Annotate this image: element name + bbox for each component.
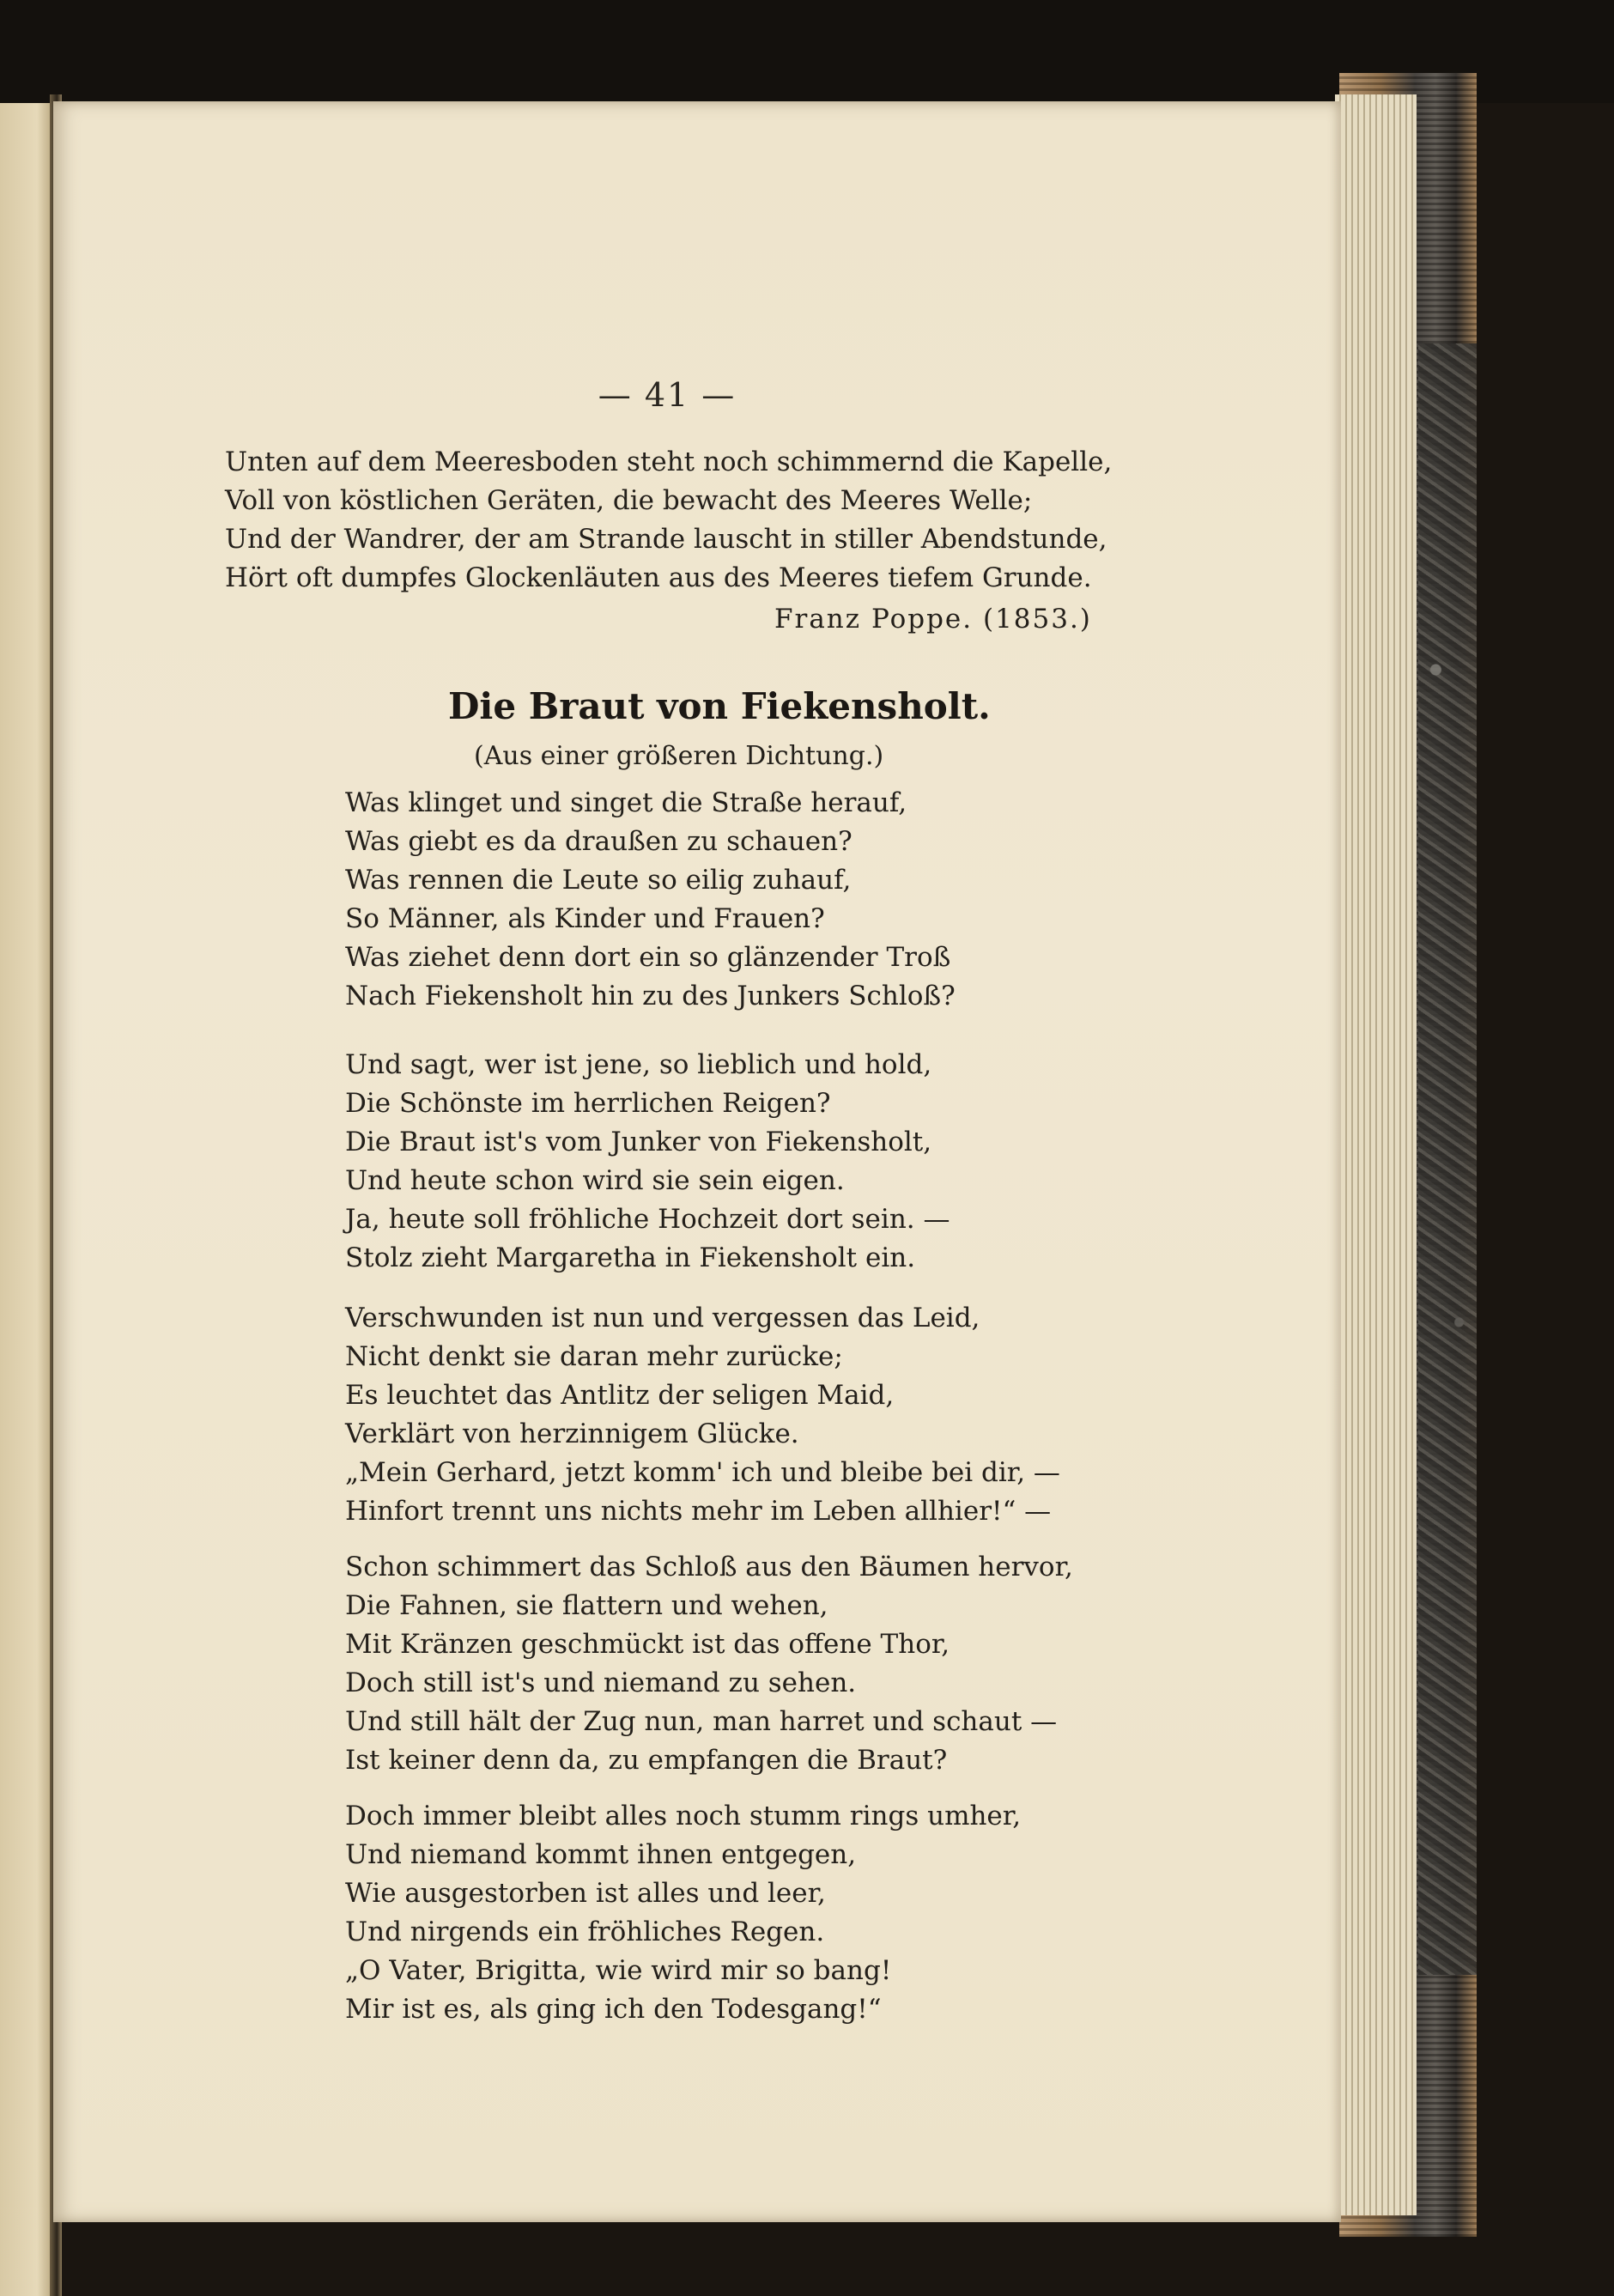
poem-line: Und still hält der Zug nun, man harret und schaut — — [345, 1706, 1058, 1737]
poem-author: Franz Poppe. (1853.) — [774, 604, 1092, 635]
poem-line: Nach Fiekensholt hin zu des Junkers Schloß? — [345, 981, 956, 1011]
poem-subtitle: (Aus einer größeren Dichtung.) — [474, 741, 884, 771]
poem-line: Hinfort trennt uns nichts mehr im Leben allhier!“ — — [345, 1496, 1052, 1527]
poem-line: Stolz zieht Margaretha in Fiekensholt ein. — [345, 1242, 916, 1273]
book-page — [53, 101, 1341, 2222]
poem-line: Die Fahnen, sie flattern und wehen, — [345, 1590, 828, 1621]
stanza-3 — [345, 1299, 1060, 1531]
poem-line: Verschwunden ist nun und vergessen das Leid, — [345, 1303, 980, 1333]
poem-line: Mir ist es, als ging ich den Todesgang!“ — [345, 1994, 882, 2025]
poem-line: Was giebt es da draußen zu schauen? — [345, 826, 853, 857]
poem-line: Hört oft dumpfes Glockenläuten aus des Meeres tiefem Grunde. — [225, 562, 1092, 593]
poem-line: Doch immer bleibt alles noch stumm rings umher, — [345, 1801, 1022, 1831]
poem-line: Schon schimmert das Schloß aus den Bäumen hervor, — [345, 1552, 1073, 1582]
poem-title: Die Braut von Fiekensholt. — [448, 685, 991, 727]
poem-closing-stanza — [225, 443, 1112, 598]
stanza-2 — [345, 1046, 950, 1278]
poem-line: Ist keiner denn da, zu empfangen die Braut? — [345, 1745, 948, 1776]
poem-line: Und niemand kommt ihnen entgegen, — [345, 1839, 857, 1870]
poem-line: So Männer, als Kinder und Frauen? — [345, 903, 825, 934]
stanza-1 — [345, 784, 956, 1016]
poem-line: „Mein Gerhard, jetzt komm' ich und bleibe bei dir, — — [345, 1457, 1060, 1488]
poem-line: Voll von köstlichen Geräten, die bewacht des Meeres Welle; — [225, 485, 1033, 516]
poem-line: Es leuchtet das Antlitz der seligen Maid, — [345, 1380, 895, 1411]
stanza-4 — [345, 1548, 1073, 1780]
page-stack-edge — [1335, 94, 1417, 2215]
marbled-edge — [1418, 343, 1477, 1975]
poem-line: Was ziehet denn dort ein so glänzender Troß — [345, 942, 951, 973]
poem-line: Wie ausgestorben ist alles und leer, — [345, 1878, 826, 1909]
poem-line: Was rennen die Leute so eilig zuhauf, — [345, 865, 852, 896]
poem-line: Unten auf dem Meeresboden steht noch schimmernd die Kapelle, — [225, 446, 1113, 477]
poem-line: Die Braut ist's vom Junker von Fiekensholt, — [345, 1127, 932, 1157]
poem-line: Die Schönste im herrlichen Reigen? — [345, 1088, 831, 1119]
poem-line: Und nirgends ein fröhliches Regen. — [345, 1916, 825, 1947]
poem-line: Was klinget und singet die Straße herauf, — [345, 787, 907, 818]
poem-line: Und sagt, wer ist jene, so lieblich und hold, — [345, 1049, 932, 1080]
poem-line: Und der Wandrer, der am Strande lauscht in stiller Abendstunde, — [225, 524, 1107, 555]
poem-line: Mit Kränzen geschmückt ist das offene Thor, — [345, 1629, 950, 1660]
page-number: — 41 — — [598, 376, 737, 414]
poem-line: Nicht denkt sie daran mehr zurücke; — [345, 1341, 843, 1372]
poem-line: Und heute schon wird sie sein eigen. — [345, 1165, 845, 1196]
poem-line: „O Vater, Brigitta, wie wird mir so bang! — [345, 1955, 892, 1986]
poem-line: Verklärt von herzinnigem Glücke. — [345, 1418, 799, 1449]
poem-line: Doch still ist's und niemand zu sehen. — [345, 1667, 857, 1698]
poem-line: Ja, heute soll fröhliche Hochzeit dort sein. — — [345, 1204, 950, 1235]
stanza-5 — [345, 1797, 1021, 2029]
left-page-edge — [0, 103, 53, 2296]
